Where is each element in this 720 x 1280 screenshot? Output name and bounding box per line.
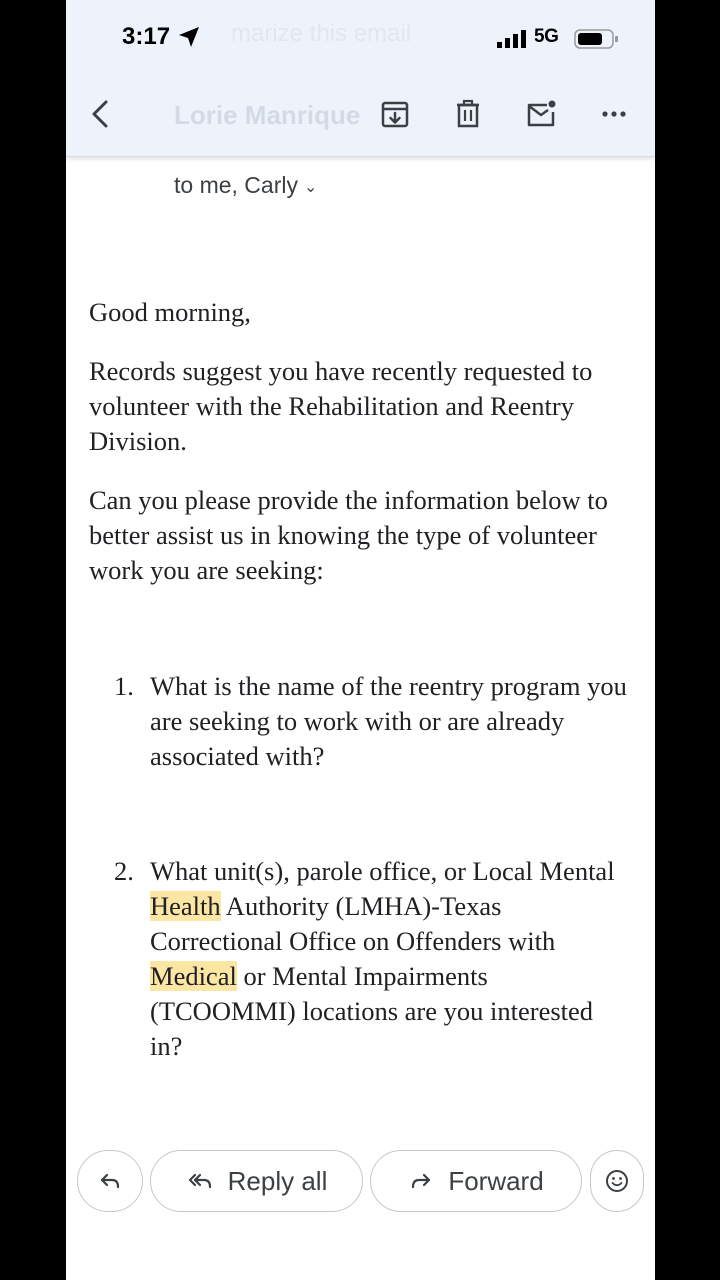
highlighted-term: Health	[150, 891, 221, 921]
question-text: or Mental Impairments (TCOOMMI) locations are you interested in?	[150, 961, 594, 1061]
reply-all-icon	[186, 1168, 214, 1194]
reply-button[interactable]	[77, 1150, 143, 1212]
paragraph-1: Records suggest you have recently requested to volunteer with the Rehabilitation and Reentry Division.	[89, 356, 593, 456]
reply-all-button[interactable]	[150, 1150, 363, 1212]
sender-ghost: Lorie Manrique	[174, 100, 361, 130]
question-text: What unit(s), parole office, or Local Mental	[150, 856, 615, 886]
battery-icon	[574, 28, 619, 50]
mark-unread-icon[interactable]	[521, 94, 561, 134]
recipients-toggle[interactable]	[174, 172, 317, 199]
reply-icon	[97, 1168, 123, 1194]
emoji-icon	[604, 1168, 630, 1194]
status-time: 3:17	[122, 23, 171, 50]
emoji-reaction-button[interactable]	[590, 1150, 644, 1212]
list-number: 1.	[114, 671, 134, 701]
signal-icon	[497, 30, 527, 48]
more-icon[interactable]	[594, 94, 634, 134]
reply-actions-bar	[66, 1150, 655, 1216]
recipients-label: to me, Carly	[174, 172, 298, 198]
archive-icon[interactable]	[375, 94, 415, 134]
highlighted-term: Medical	[150, 961, 237, 991]
forward-icon	[408, 1168, 434, 1194]
email-screen	[66, 0, 655, 1280]
question-text: Authority (LMHA)-Texas Correctional Office on Offenders with	[150, 891, 556, 956]
network-type: 5G	[534, 26, 559, 47]
chevron-down-icon: ⌄	[303, 178, 318, 196]
location-arrow-icon	[177, 25, 201, 49]
forward-label: Forward	[448, 1165, 544, 1196]
list-number: 2.	[114, 856, 134, 886]
paragraph-2: Can you please provide the information below to better assist us in knowing the type of volunteer work you are seeking:	[89, 485, 608, 585]
reply-all-label: Reply all	[227, 1165, 328, 1196]
trash-icon[interactable]	[448, 94, 488, 134]
greeting: Good morning,	[89, 297, 251, 327]
question-1: What is the name of the reentry program you are seeking to work with or are already associated with?	[150, 671, 627, 771]
subject-ghost: marize this email	[231, 20, 412, 47]
back-icon[interactable]	[82, 94, 122, 134]
question-2	[150, 854, 630, 1064]
forward-button[interactable]	[370, 1150, 582, 1212]
top-toolbar	[66, 0, 655, 157]
